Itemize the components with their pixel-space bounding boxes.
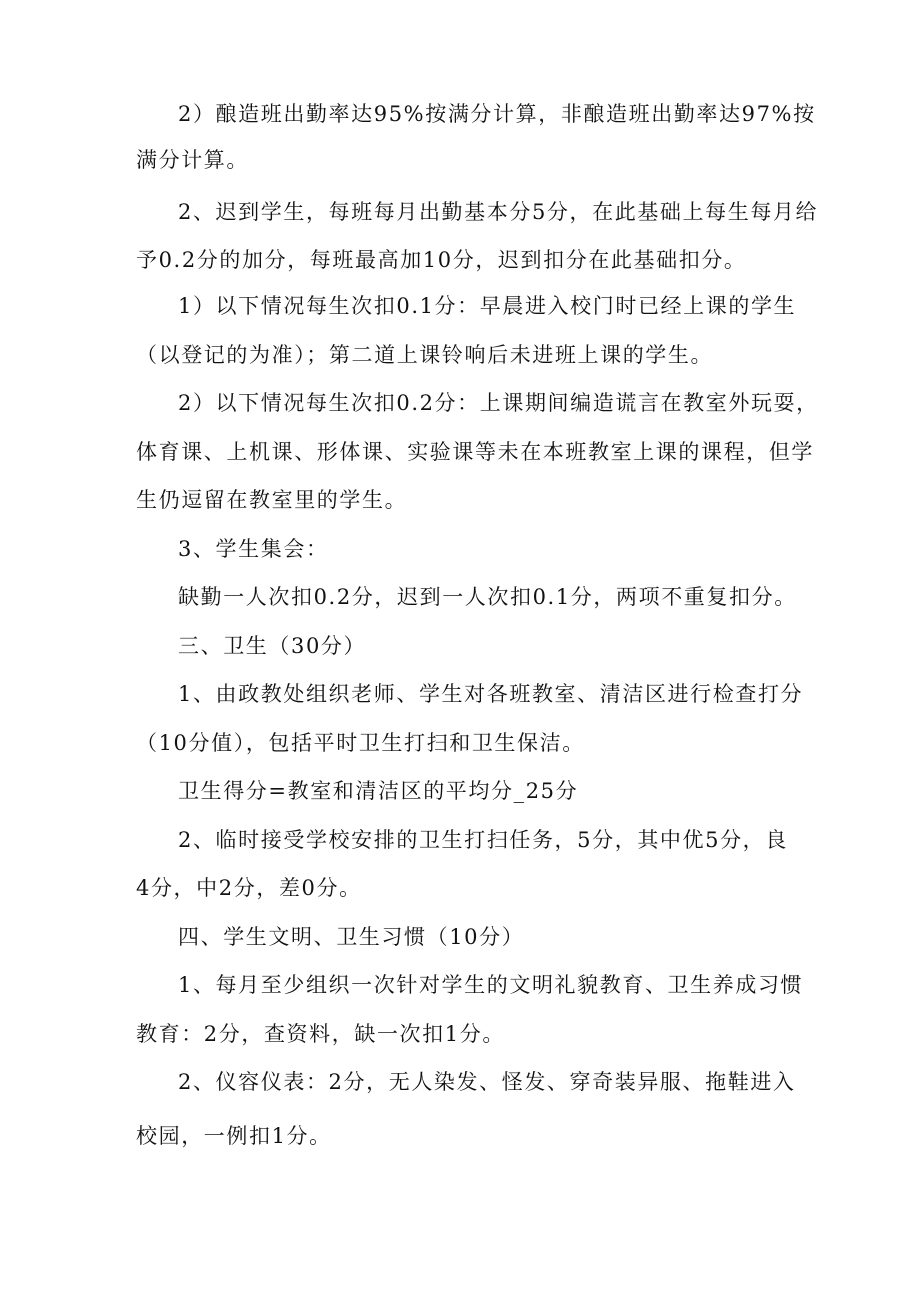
paragraph-line: 2）以下情况每生次扣0.2分：上课期间编造谎言在教室外玩耍， xyxy=(178,391,819,415)
section-heading: 四、学生文明、卫生习惯（10分） xyxy=(178,925,525,949)
paragraph-line: 2、临时接受学校安排的卫生打扫任务，5分，其中优5分，良 xyxy=(178,828,788,852)
paragraph-line: 4分，中2分，差0分。 xyxy=(136,876,362,900)
paragraph-line: 2、仪容仪表：2分，无人染发、怪发、穿奇装异服、拖鞋进入 xyxy=(178,1070,796,1094)
paragraph-line: 教育：2分，查资料，缺一次扣1分。 xyxy=(136,1022,505,1046)
paragraph-line: （以登记的为准）；第二道上课铃响后未进班上课的学生。 xyxy=(136,343,714,367)
paragraph-line: （10分值），包括平时卫生打扫和卫生保洁。 xyxy=(136,731,585,755)
paragraph-line: 2、迟到学生，每班每月出勤基本分5分，在此基础上每生每月给 xyxy=(178,200,819,224)
paragraph-line: 2）酿造班出勤率达95%按满分计算，非酿造班出勤率达97%按 xyxy=(178,102,816,126)
paragraph-line: 予0.2分的加分，每班最高加10分，迟到扣分在此基础扣分。 xyxy=(136,248,747,272)
paragraph-line: 1、每月至少组织一次针对学生的文明礼貌教育、卫生养成习惯 xyxy=(178,973,804,997)
paragraph-line: 3、学生集会： xyxy=(178,537,329,561)
section-heading: 三、卫生（30分） xyxy=(178,634,367,658)
paragraph-line: 体育课、上机课、形体课、实验课等未在本班教室上课的课程，但学 xyxy=(136,440,814,464)
paragraph-line: 缺勤一人次扣0.2分，迟到一人次扣0.1分，两项不重复扣分。 xyxy=(178,585,797,609)
paragraph-line: 满分计算。 xyxy=(136,148,249,172)
paragraph-line: 生仍逗留在教室里的学生。 xyxy=(136,488,408,512)
paragraph-line: 1、由政教处组织老师、学生对各班教室、清洁区进行检查打分 xyxy=(178,682,804,706)
paragraph-line: 卫生得分=教室和清洁区的平均分_25分 xyxy=(178,779,579,803)
paragraph-line: 1）以下情况每生次扣0.1分：早晨进入校门时已经上课的学生 xyxy=(178,294,797,318)
paragraph-line: 校园，一例扣1分。 xyxy=(136,1124,332,1148)
